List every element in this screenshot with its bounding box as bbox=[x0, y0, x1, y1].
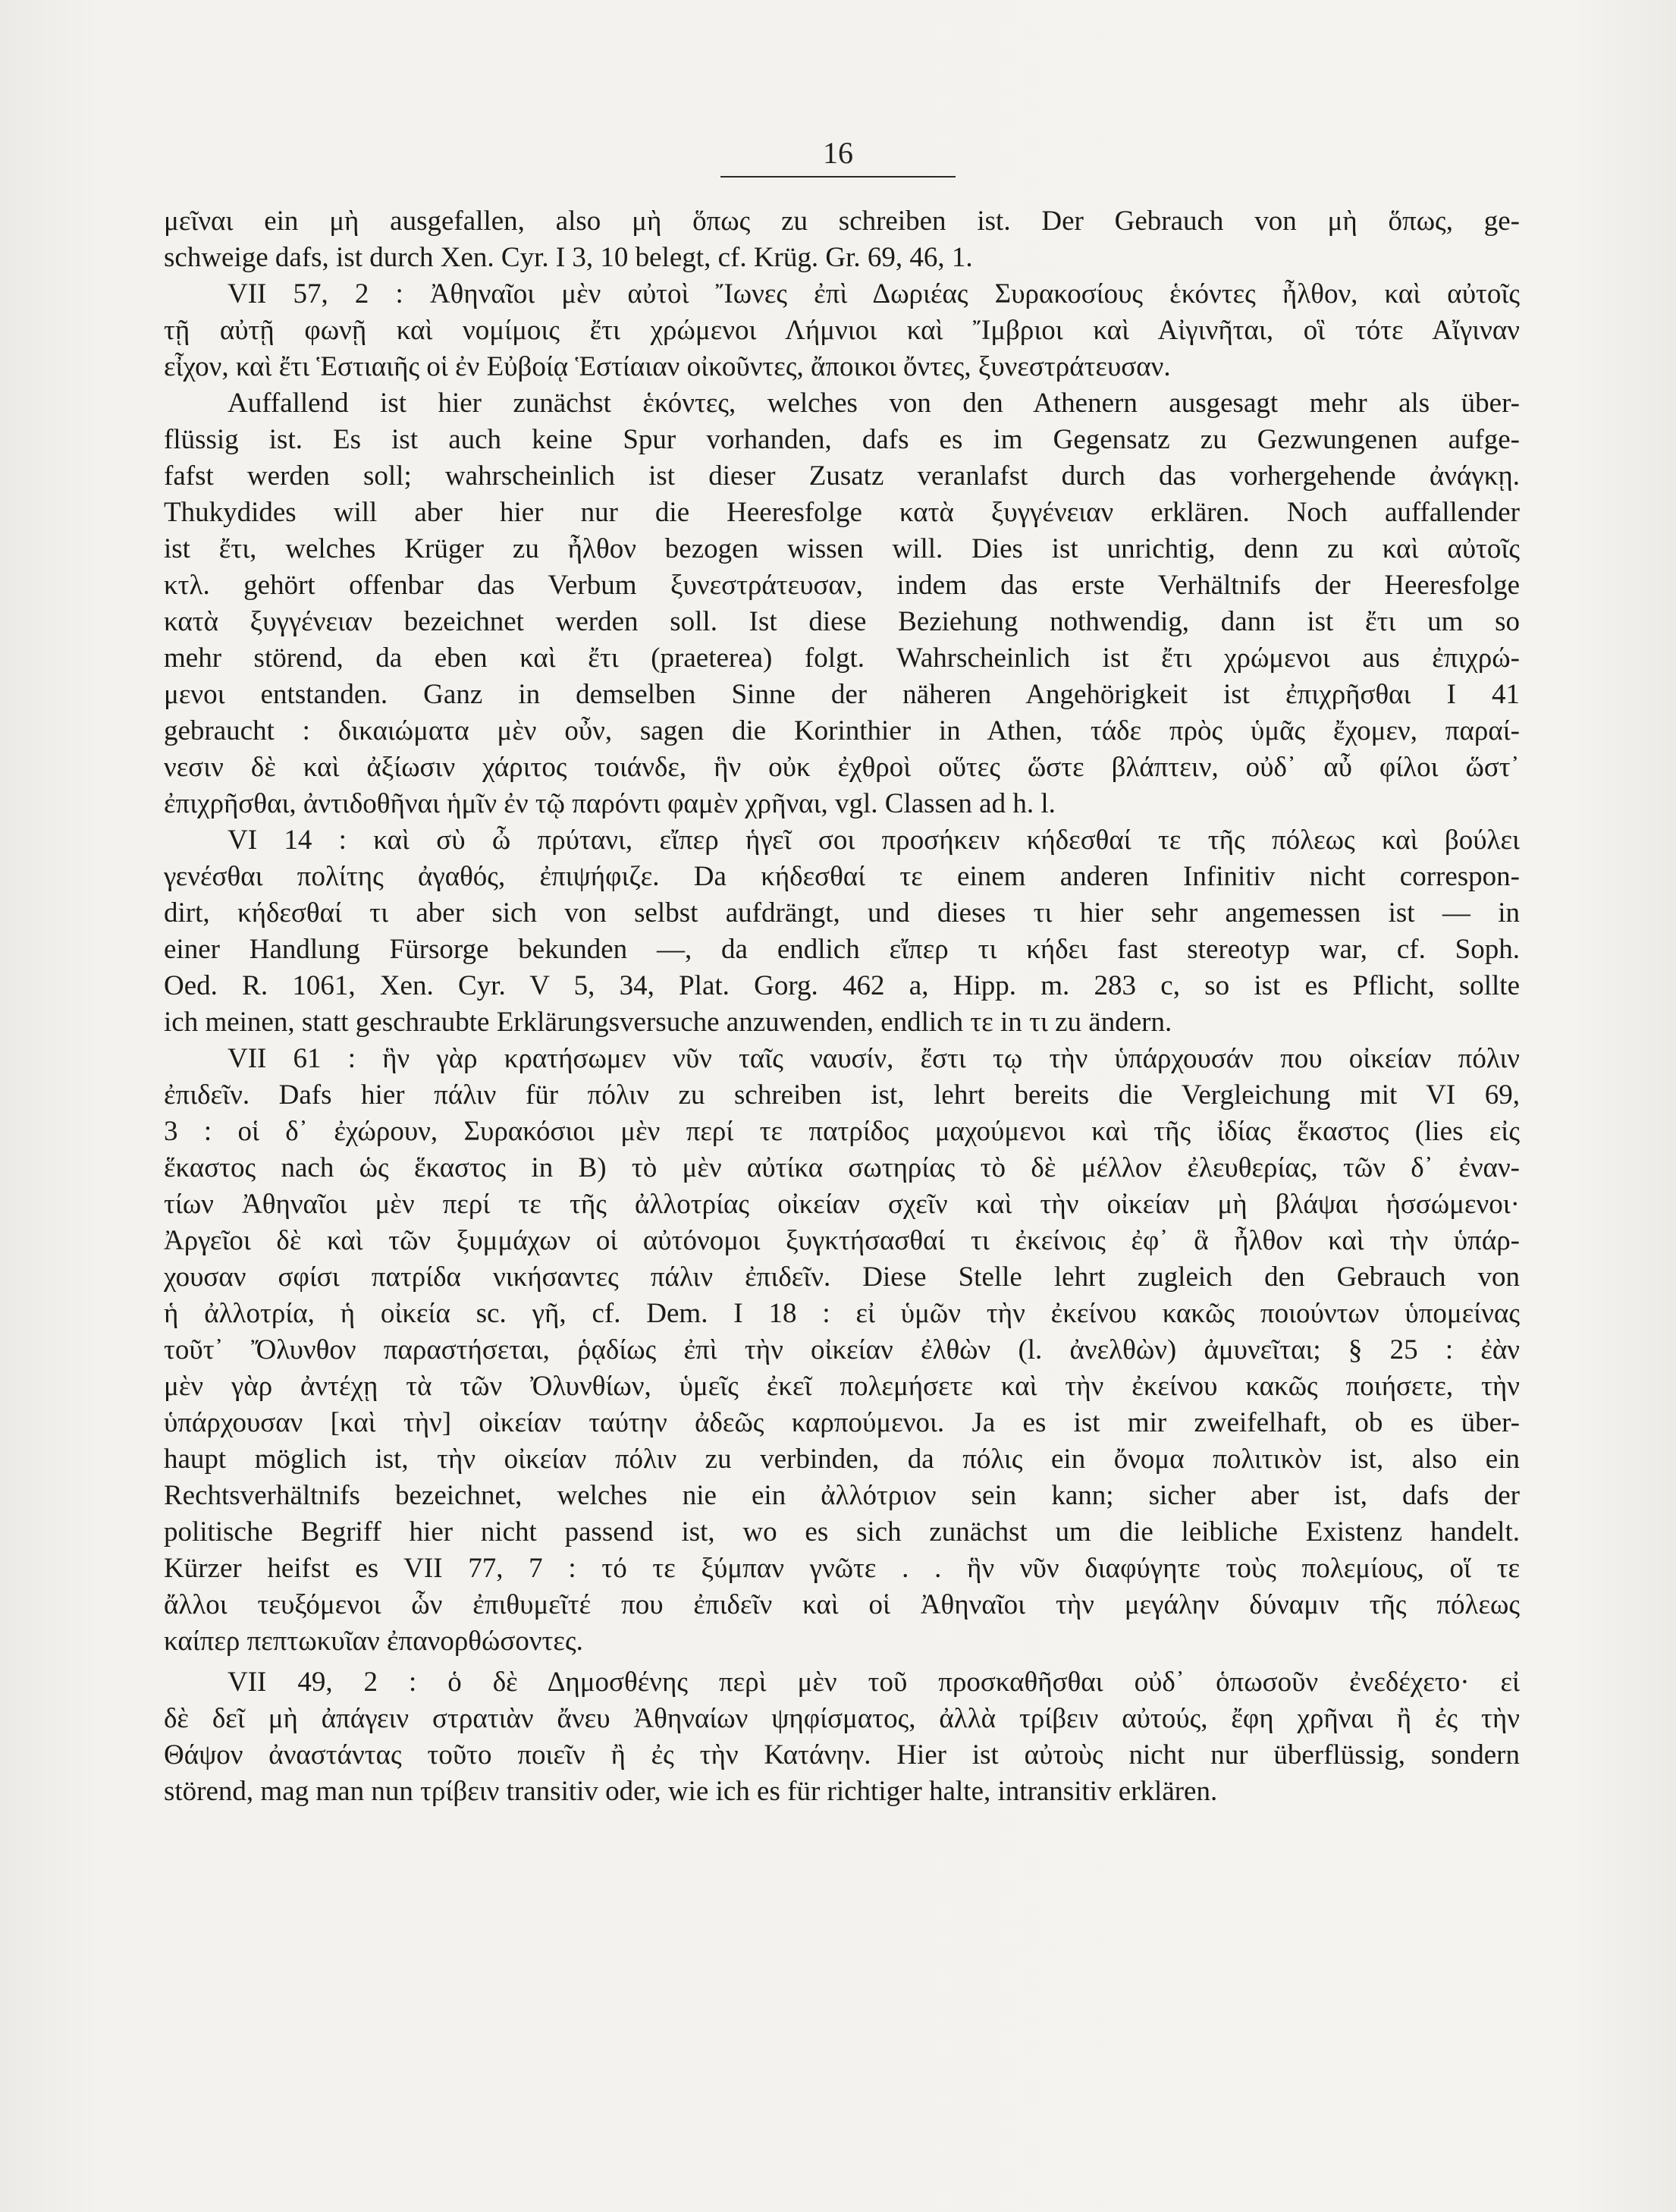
text-line: ἕκαστος nach ὡς ἕκαστος in B) τὸ μὲν αὐτίκα σωτηρίας τὸ δὲ μέλλον ἐλευθερίας, τῶν δ᾽ ἐναν- bbox=[164, 1152, 1520, 1183]
text-line: Rechtsverhältnifs bezeichnet, welches nie ein ἀλλότριον sein kann; sicher aber ist, dafs der bbox=[164, 1480, 1520, 1511]
text-line: εἶχον, καὶ ἔτι Ἑστιαιῆς οἱ ἐν Εὐβοίᾳ Ἑστίαιαν οἰκοῦντες, ἄποικοι ὄντες, ξυνεστράτευσαν. bbox=[164, 351, 1171, 382]
text-line: ist ἔτι, welches Krüger zu ἦλθον bezogen wissen will. Dies ist unrichtig, denn zu καὶ αὐτοῖς bbox=[164, 533, 1520, 564]
text-line: καίπερ πεπτωκυῖαν ἐπανορθώσοντες. bbox=[164, 1626, 583, 1657]
text-line: μενοι entstanden. Ganz in demselben Sinne der näheren Angehörigkeit ist ἐπιχρῆσθαι I 41 bbox=[164, 679, 1520, 710]
text-line: Kürzer heifst es VII 77, 7 : τό τε ξύμπαν γνῶτε . . ἣν νῦν διαφύγητε τοὺς πολεμίους, οἵ τε bbox=[164, 1553, 1520, 1584]
text-line: δὲ δεῖ μὴ ἀπάγειν στρατιὰν ἄνευ Ἀθηναίων ψηφίσματος, ἀλλὰ τρίβειν αὐτούς, ἔφη χρῆναι ἢ ἐς τὴν bbox=[164, 1703, 1520, 1734]
text-line: fafst werden soll; wahrscheinlich ist dieser Zusatz veranlafst durch das vorhergehende ἀνάγκῃ. bbox=[164, 460, 1520, 492]
text-line: Thukydides will aber hier nur die Heeresfolge κατὰ ξυγγένειαν erklären. Noch auffallender bbox=[164, 497, 1520, 528]
text-line: χουσαν σφίσι πατρίδα νικήσαντες πάλιν ἐπιδεῖν. Diese Stelle lehrt zugleich den Gebrauch von bbox=[164, 1262, 1520, 1293]
text-line: einer Handlung Fürsorge bekunden —, da endlich εἴπερ τι κήδει fast stereotyp war, cf. Soph. bbox=[164, 934, 1520, 965]
text-line: κατὰ ξυγγένειαν bezeichnet werden soll. Ist diese Beziehung nothwendig, dann ist ἔτι um so bbox=[164, 606, 1520, 637]
text-line: dirt, κήδεσθαί τι aber sich von selbst aufdrängt, und dieses τι hier sehr angemessen ist — in bbox=[164, 897, 1520, 928]
text-line: ἄλλοι τευξόμενοι ὧν ἐπιθυμεῖτέ που ἐπιδεῖν καὶ οἱ Ἀθηναῖοι τὴν μεγάλην δύναμιν τῆς πόλεως bbox=[164, 1589, 1520, 1620]
paragraph-start-line: VI 14 : καὶ σὺ ὦ πρύτανι, εἴπερ ἡγεῖ σοι προσήκειν κήδεσθαί τε τῆς πόλεως καὶ βούλει bbox=[228, 825, 1520, 856]
text-line: Ἀργεῖοι δὲ καὶ τῶν ξυμμάχων οἱ αὐτόνομοι ξυγκτήσασθαί τι ἐκείνοις ἐφ᾽ ἃ ἦλθον καὶ τὴν ὑπάρ- bbox=[164, 1225, 1520, 1256]
text-line: 3 : οἱ δ᾽ ἐχώρουν, Συρακόσιοι μὲν περί τε πατρίδος μαχούμενοι καὶ τῆς ἰδίας ἕκαστος (lies εἰς bbox=[164, 1116, 1520, 1147]
text-line: γενέσθαι πολίτης ἀγαθός, ἐπιψήφιζε. Da κήδεσθαί τε einem anderen Infinitiv nicht correspon- bbox=[164, 861, 1520, 892]
body-text bbox=[164, 203, 1520, 1810]
text-line: haupt möglich ist, τὴν οἰκείαν πόλιν zu verbinden, da πόλις ein ὄνομα πολιτικὸν ist, also ein bbox=[164, 1444, 1520, 1475]
text-line: ἡ ἀλλοτρία, ἡ οἰκεία sc. γῆ, cf. Dem. I 18 : εἰ ὑμῶν τὴν ἐκείνου κακῶς ποιούντων ὑπομείνας bbox=[164, 1298, 1520, 1329]
text-line: ὑπάρχουσαν [καὶ τὴν] οἰκείαν ταύτην ἀδεῶς καρπούμενοι. Ja es ist mir zweifelhaft, ob es über- bbox=[164, 1407, 1520, 1438]
text-line: mehr störend, da eben καὶ ἔτι (praeterea) folgt. Wahrscheinlich ist ἔτι χρώμενοι aus ἐπιχρώ- bbox=[164, 643, 1520, 674]
text-line: Θάψον ἀναστάντας τοῦτο ποιεῖν ἢ ἐς τὴν Κατάνην. Hier ist αὐτοὺς nicht nur überflüssig, sondern bbox=[164, 1739, 1520, 1771]
paragraph-start-line: VII 57, 2 : Ἀθηναῖοι μὲν αὐτοὶ Ἴωνες ἐπὶ Δωριέας Συρακοσίους ἑκόντες ἦλθον, καὶ αὐτοῖς bbox=[228, 278, 1520, 309]
text-line: gebraucht : δικαιώματα μὲν οὖν, sagen die Korinthier in Athen, τάδε πρὸς ὑμᾶς ἔχομεν, παραί- bbox=[164, 715, 1520, 746]
text-line: τῇ αὐτῇ φωνῇ καὶ νομίμοις ἔτι χρώμενοι Λήμνιοι καὶ Ἴμβριοι καὶ Αἰγινῆται, οἳ τότε Αἴγιναν bbox=[164, 315, 1520, 346]
text-line: flüssig ist. Es ist auch keine Spur vorhanden, dafs es im Gegensatz zu Gezwungenen aufge- bbox=[164, 424, 1520, 455]
paragraph-start-line: Auffallend ist hier zunächst ἑκόντες, welches von den Athenern ausgesagt mehr als über- bbox=[228, 388, 1520, 419]
text-line: Oed. R. 1061, Xen. Cyr. V 5, 34, Plat. Gorg. 462 a, Hipp. m. 283 c, so ist es Pflicht, sollte bbox=[164, 970, 1520, 1001]
text-line: τοῦτ᾽ Ὄλυνθον παραστήσεται, ῥᾳδίως ἐπὶ τὴν οἰκείαν ἐλθὼν (l. ἀνελθὼν) ἀμυνεῖται; § 25 : ἐὰν bbox=[164, 1334, 1520, 1365]
text-line: κτλ. gehört offenbar das Verbum ξυνεστράτευσαν, indem das erste Verhältnifs der Heeresfolge bbox=[164, 570, 1520, 601]
text-line: schweige dafs, ist durch Xen. Cyr. I 3, 10 belegt, cf. Krüg. Gr. 69, 46, 1. bbox=[164, 242, 973, 273]
text-line: ich meinen, statt geschraubte Erklärungsversuche anzuwenden, endlich τε in τι zu ändern. bbox=[164, 1007, 1172, 1038]
text-line: νεσιν δὲ καὶ ἀξίωσιν χάριτος τοιάνδε, ἣν οὐκ ἐχθροὶ οὕτες ὥστε βλάπτειν, οὐδ᾽ αὖ φίλοι ὥστ᾽ bbox=[164, 752, 1520, 783]
text-line: τίων Ἀθηναῖοι μὲν περί τε τῆς ἀλλοτρίας οἰκείαν σχεῖν καὶ τὴν οἰκείαν μὴ βλάψαι ἡσσώμενοι· bbox=[164, 1189, 1520, 1220]
paragraph-start-line: VII 61 : ἣν γὰρ κρατήσωμεν νῦν ταῖς ναυσίν, ἔστι τῳ τὴν ὑπάρχουσάν που οἰκείαν πόλιν bbox=[228, 1043, 1520, 1074]
text-line: ἐπιδεῖν. Dafs hier πάλιν für πόλιν zu schreiben ist, lehrt bereits die Vergleichung mit VI 69, bbox=[164, 1079, 1520, 1111]
text-line: μεῖναι ein μὴ ausgefallen, also μὴ ὅπως zu schreiben ist. Der Gebrauch von μὴ ὅπως, ge- bbox=[164, 206, 1520, 237]
text-line: störend, mag man nun τρίβειν transitiv oder, wie ich es für richtiger halte, intransitiv erklären. bbox=[164, 1776, 1218, 1807]
text-line: μὲν γὰρ ἀντέχῃ τὰ τῶν Ὀλυνθίων, ὑμεῖς ἐκεῖ πολεμήσετε καὶ τὴν ἐκείνου κακῶς ποιήσετε, τὴν bbox=[164, 1371, 1520, 1402]
text-line: ἐπιχρῆσθαι, ἀντιδοθῆναι ἡμῖν ἐν τῷ παρόντι φαμὲν χρῆναι, vgl. Classen ad h. l. bbox=[164, 788, 1056, 819]
page-number-rule bbox=[720, 176, 956, 178]
page-number: 16 bbox=[823, 136, 853, 170]
paragraph-start-line: VII 49, 2 : ὁ δὲ Δημοσθένης περὶ μὲν τοῦ προσκαθῆσθαι οὐδ᾽ ὁπωσοῦν ἐνεδέχετο· εἰ bbox=[228, 1667, 1520, 1698]
text-line: politische Begriff hier nicht passend ist, wo es sich zunächst um die leibliche Existenz handelt. bbox=[164, 1516, 1520, 1547]
